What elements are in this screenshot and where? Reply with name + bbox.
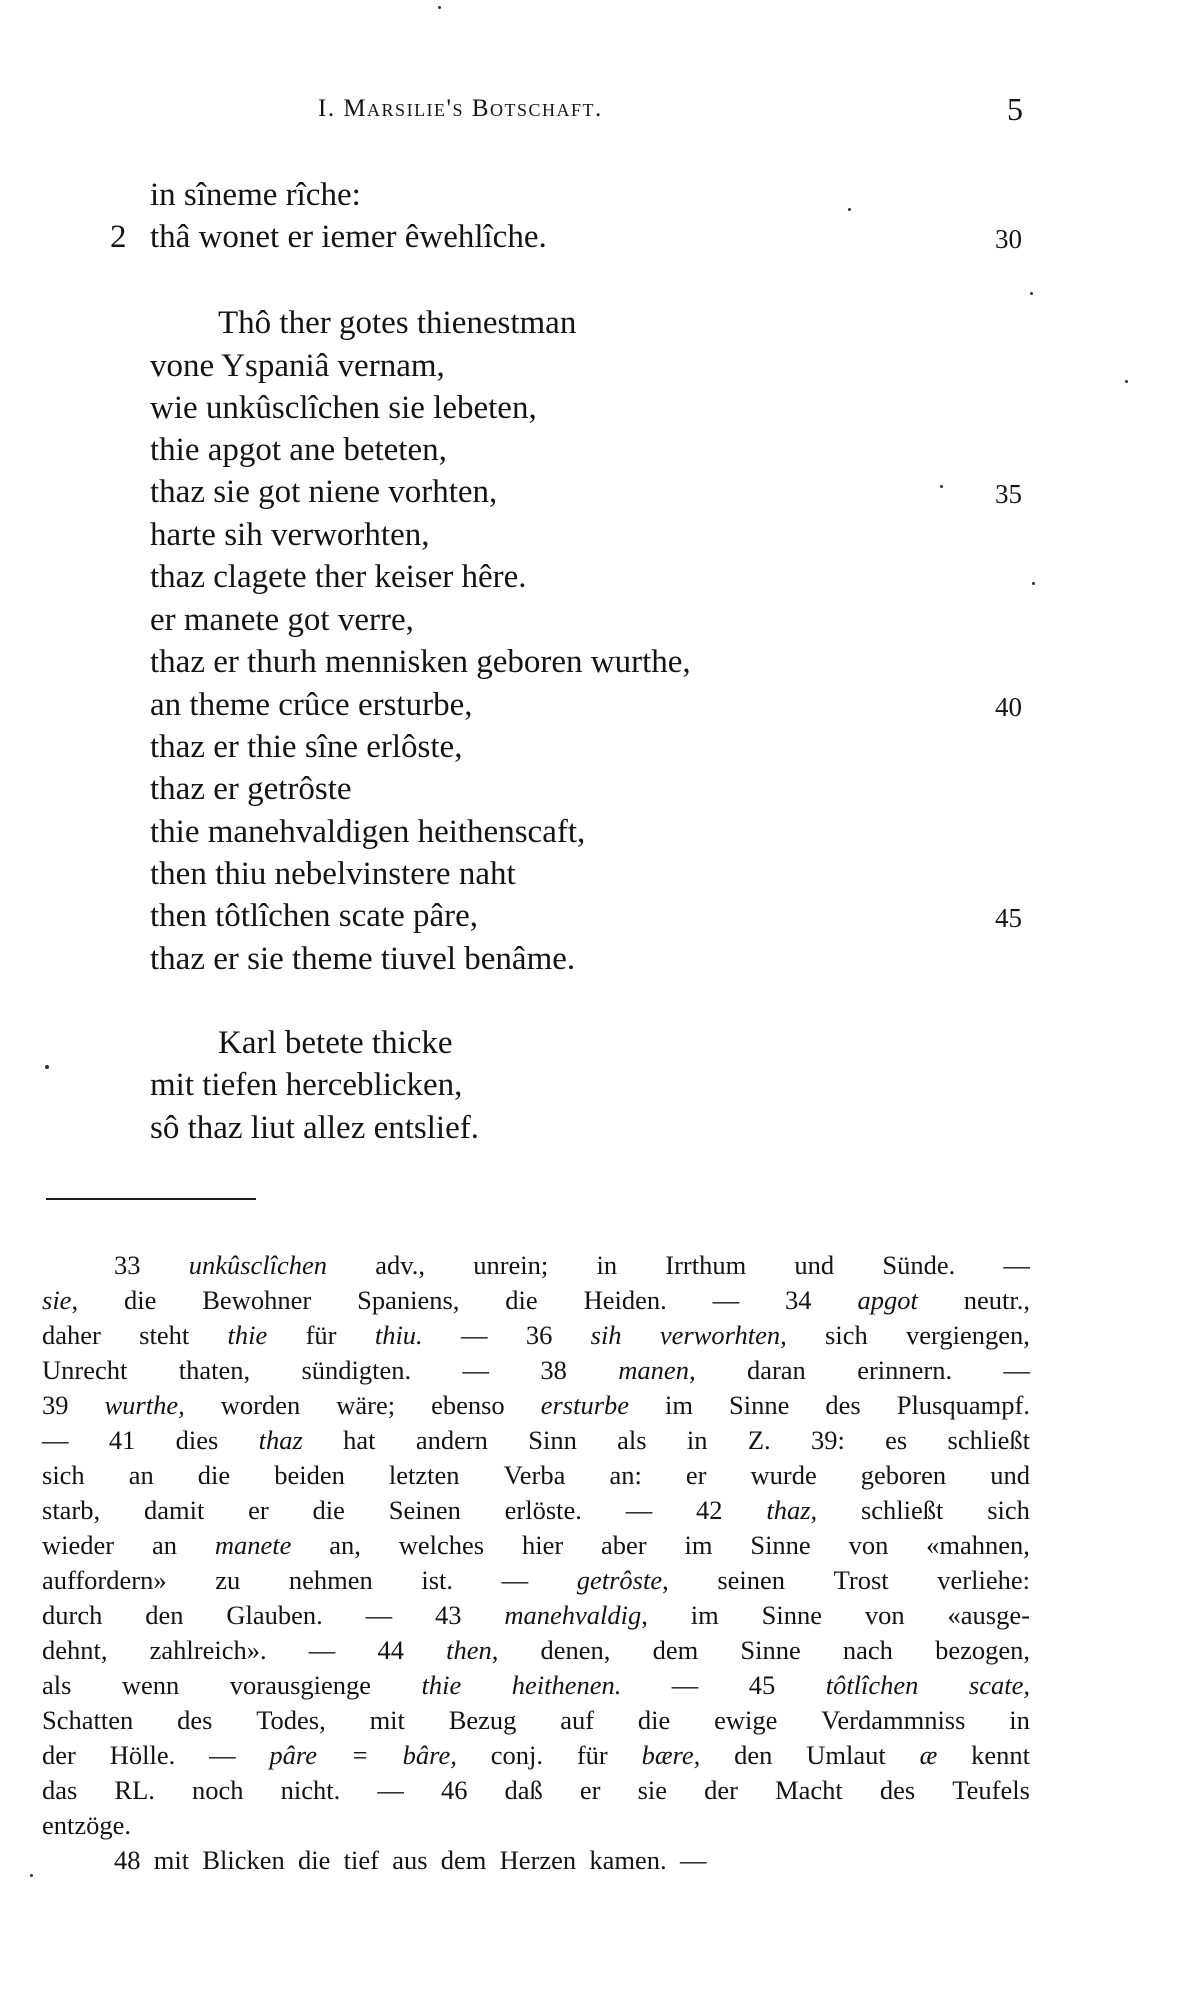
footnote-line: 33 unkûsclîchen adv., unrein; in Irrthum und Sünde. — <box>114 1250 1030 1280</box>
verse-line: in sîneme rîche: <box>150 177 361 213</box>
verse-line: thie apgot ane beteten, <box>150 432 447 468</box>
verse-line: thaz clagete ther keiser hêre. <box>150 559 527 595</box>
verse-line: thie manehvaldigen heithenscaft, <box>150 814 586 850</box>
print-speck <box>1030 292 1033 295</box>
verse-line: then thiu nebelvinstere naht <box>150 856 516 892</box>
footnote-line: auffordern» zu nehmen ist. — getrôste, seinen Trost verliehe: <box>42 1565 1030 1595</box>
verse-line: er manete got verre, <box>150 602 414 638</box>
verse-line: mit tiefen herceblicken, <box>150 1067 463 1103</box>
page-number: 5 <box>1007 91 1023 127</box>
verse-line: an theme crûce ersturbe, <box>150 687 473 723</box>
footnote-line: 39 wurthe, worden wäre; ebenso ersturbe im Sinne des Plusquampf. <box>42 1390 1030 1420</box>
line-number: 35 <box>995 479 1022 509</box>
footnote-line: Schatten des Todes, mit Bezug auf die ewige Verdammniss in <box>42 1705 1030 1735</box>
print-speck <box>940 485 943 488</box>
footnote-line: entzöge. <box>42 1810 132 1840</box>
running-title: I. Marsilie's Botschaft. <box>318 95 603 122</box>
verse-line: thaz sie got niene vorhten, <box>150 474 498 510</box>
footnote-line: — 41 dies thaz hat andern Sinn als in Z. 39: es schließt <box>42 1425 1030 1455</box>
strophe-number: 2 <box>110 219 127 255</box>
verse-line: vone Yspaniâ vernam, <box>150 348 445 384</box>
footnote-line: 48 mit Blicken die tief aus dem Herzen kamen. — <box>114 1845 707 1875</box>
footnote-line: daher steht thie für thiu. — 36 sih verworhten, sich vergiengen, <box>42 1320 1030 1350</box>
footnotes <box>42 1248 1030 1878</box>
print-speck <box>848 208 851 211</box>
verse-line: harte sih verworhten, <box>150 517 430 553</box>
verse-line: wie unkûsclîchen sie lebeten, <box>150 390 537 426</box>
print-speck <box>1125 380 1128 383</box>
footnote-line: dehnt, zahlreich». — 44 then, denen, dem Sinne nach bezogen, <box>42 1635 1030 1665</box>
verse-line: thâ wonet er iemer êwehlîche. <box>150 219 547 255</box>
footnote-line: als wenn vorausgienge thie heithenen. — 45 tôtlîchen scate, <box>42 1670 1030 1700</box>
verse-line: then tôtlîchen scate pâre, <box>150 898 479 934</box>
print-speck <box>45 1065 49 1069</box>
verse-line: thaz er sie theme tiuvel benâme. <box>150 941 576 977</box>
footnote-line: Unrecht thaten, sündigten. — 38 manen, daran erinnern. — <box>42 1355 1030 1385</box>
print-speck <box>1032 582 1035 585</box>
verse-line: thaz er getrôste <box>150 771 352 807</box>
footnote-line: starb, damit er die Seinen erlöste. — 42 thaz, schließt sich <box>42 1495 1030 1525</box>
verse-line: Karl betete thicke <box>218 1025 453 1061</box>
footnote-divider <box>46 1198 256 1200</box>
verse-line: thaz er thurh mennisken geboren wurthe, <box>150 644 691 680</box>
footnote-line: sich an die beiden letzten Verba an: er wurde geboren und <box>42 1460 1030 1490</box>
footnote-line: der Hölle. — pâre = bâre, conj. für bære, den Umlaut æ kennt <box>42 1740 1030 1770</box>
footnote-line: wieder an manete an, welches hier aber im Sinne von «mahnen, <box>42 1530 1030 1560</box>
verse-line: thaz er thie sîne erlôste, <box>150 729 463 765</box>
footnote-line: sie, die Bewohner Spaniens, die Heiden. — 34 apgot neutr., <box>42 1285 1030 1315</box>
verse-line: sô thaz liut allez entslief. <box>150 1110 479 1146</box>
print-speck <box>30 1874 33 1877</box>
print-speck <box>438 6 441 9</box>
running-header <box>0 91 1203 135</box>
footnote-line: durch den Glauben. — 43 manehvaldig, im Sinne von «ausge- <box>42 1600 1030 1630</box>
line-number: 30 <box>995 224 1022 254</box>
line-number: 45 <box>995 903 1022 933</box>
verse-line: Thô ther gotes thienestman <box>218 305 577 341</box>
footnote-line: das RL. noch nicht. — 46 daß er sie der Macht des Teufels <box>42 1775 1030 1805</box>
line-number: 40 <box>995 692 1022 722</box>
